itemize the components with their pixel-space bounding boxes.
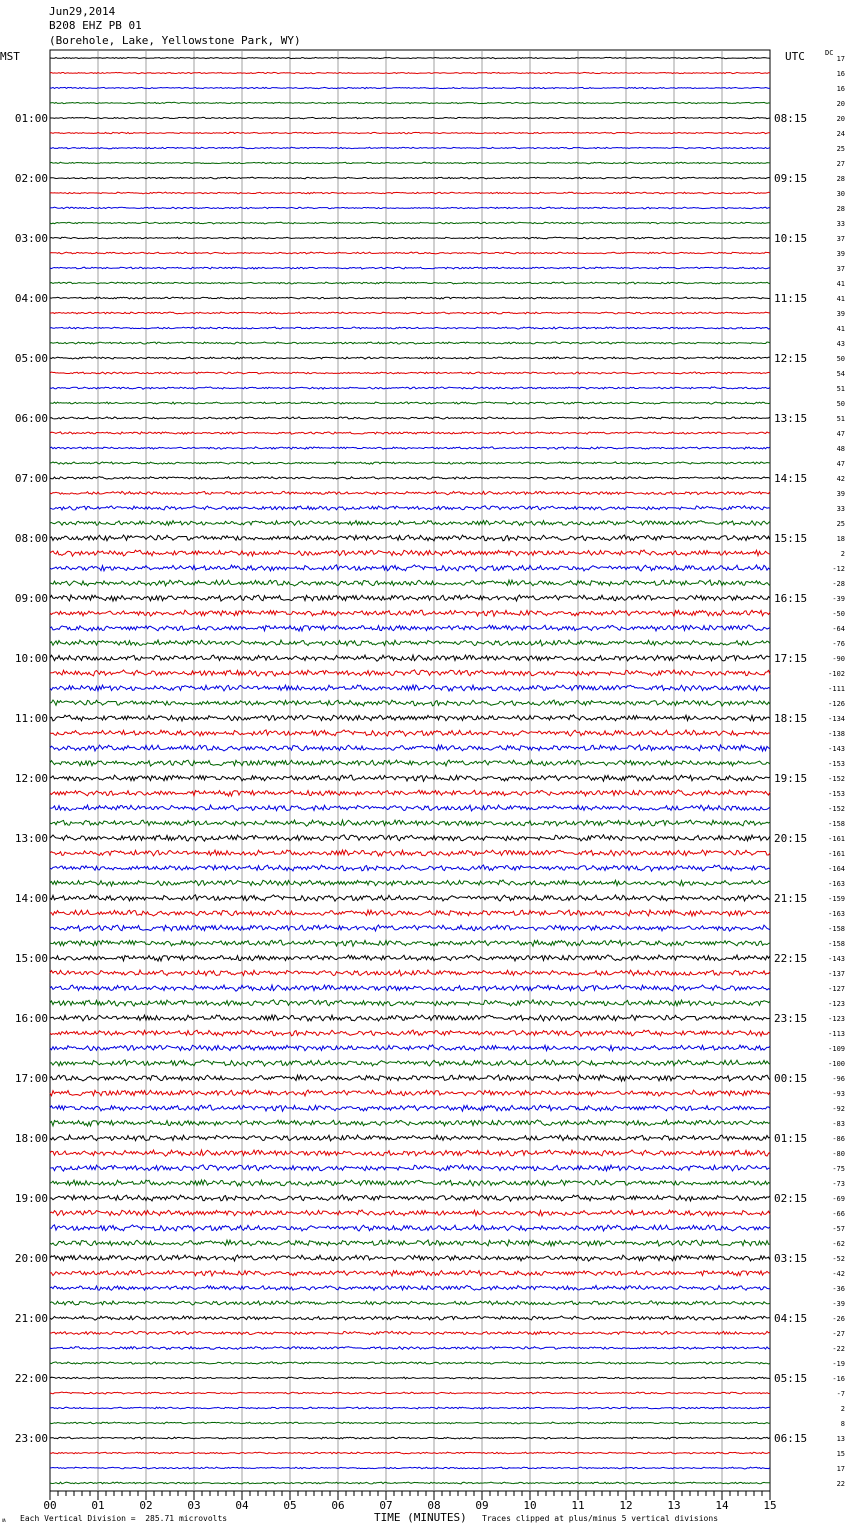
seismic-trace xyxy=(50,72,770,73)
dc-offset-value: 30 xyxy=(836,190,845,198)
dc-offset-value: 48 xyxy=(836,445,845,453)
x-tick-label: 08 xyxy=(427,1499,441,1512)
seismic-trace xyxy=(50,1255,770,1261)
dc-offset-value: 39 xyxy=(836,250,845,258)
dc-offset-value: -161 xyxy=(828,835,845,843)
seismic-trace xyxy=(50,477,770,480)
dc-offset-value: -16 xyxy=(832,1375,845,1383)
seismic-trace xyxy=(50,1075,770,1081)
dc-offset-value: -80 xyxy=(832,1150,845,1158)
seismic-trace xyxy=(50,670,770,676)
x-tick-label: 09 xyxy=(475,1499,489,1512)
dc-offset-value: -12 xyxy=(832,565,845,573)
seismic-trace xyxy=(50,745,770,751)
dc-offset-value: -127 xyxy=(828,985,845,993)
seismic-trace xyxy=(50,162,770,164)
dc-offset-value: 27 xyxy=(836,160,845,168)
seismic-trace xyxy=(50,1150,770,1156)
mst-hour-label: 23:00 xyxy=(14,1432,48,1445)
dc-offset-value: -42 xyxy=(832,1270,845,1278)
utc-hour-label: 23:15 xyxy=(774,1012,808,1025)
dc-offset-value: -76 xyxy=(832,640,845,648)
dc-offset-value: 41 xyxy=(836,295,845,303)
utc-hour-label: 09:15 xyxy=(774,172,808,185)
seismic-trace xyxy=(50,447,770,449)
seismic-trace xyxy=(50,222,770,224)
seismic-trace xyxy=(50,685,770,691)
mst-hour-label: 15:00 xyxy=(14,952,48,965)
mst-hour-label: 16:00 xyxy=(14,1012,48,1025)
seismic-trace xyxy=(50,700,770,706)
dc-offset-value: 2 xyxy=(840,550,845,558)
dc-offset-value: 20 xyxy=(836,115,845,123)
x-tick-label: 04 xyxy=(235,1499,249,1512)
seismic-trace xyxy=(50,730,770,736)
seismic-trace xyxy=(50,342,770,344)
dc-offset-value: -111 xyxy=(828,685,845,693)
dc-offset-value: -36 xyxy=(832,1285,845,1293)
right-timezone-label: UTC xyxy=(785,50,805,63)
seismic-trace xyxy=(50,550,770,556)
seismic-trace xyxy=(50,595,770,601)
seismic-trace xyxy=(50,252,770,254)
mst-hour-label: 10:00 xyxy=(14,652,48,665)
seismic-trace xyxy=(50,1362,770,1364)
vertical-division-note: Each Vertical Division = 285.71 microvolts xyxy=(20,1514,228,1523)
dc-offset-value: 47 xyxy=(836,460,845,468)
dc-offset-value: -19 xyxy=(832,1360,845,1368)
dc-offset-value: -75 xyxy=(832,1165,845,1173)
seismic-trace xyxy=(50,895,770,901)
seismic-trace xyxy=(50,910,770,916)
utc-hour-label: 05:15 xyxy=(774,1372,808,1385)
x-tick-label: 01 xyxy=(91,1499,105,1512)
seismic-trace xyxy=(50,132,770,134)
dc-offset-value: 51 xyxy=(836,385,845,393)
seismic-trace xyxy=(50,237,770,239)
dc-offset-value: -158 xyxy=(828,940,845,948)
seismic-trace xyxy=(50,1045,770,1051)
seismic-trace xyxy=(50,955,770,961)
dc-offset-value: 17 xyxy=(836,1465,845,1473)
dc-offset-value: -158 xyxy=(828,820,845,828)
seismic-trace xyxy=(50,925,770,931)
dc-offset-value: -92 xyxy=(832,1105,845,1113)
dc-offset-value: 24 xyxy=(836,130,845,138)
mst-hour-label: 22:00 xyxy=(14,1372,48,1385)
seismic-trace xyxy=(50,865,770,871)
x-tick-label: 12 xyxy=(619,1499,633,1512)
utc-hour-label: 11:15 xyxy=(774,292,808,305)
seismic-trace xyxy=(50,192,770,194)
dc-offset-value: -83 xyxy=(832,1120,845,1128)
seismic-trace xyxy=(50,87,770,88)
dc-offset-value: 51 xyxy=(836,415,845,423)
mst-hour-label: 21:00 xyxy=(14,1312,48,1325)
seismic-trace xyxy=(50,1377,770,1379)
seismic-trace xyxy=(50,1286,770,1291)
dc-offset-value: -161 xyxy=(828,850,845,858)
dc-offset-value: -152 xyxy=(828,805,845,813)
dc-offset-value: -39 xyxy=(832,1300,845,1308)
mst-hour-label: 13:00 xyxy=(14,832,48,845)
seismic-trace xyxy=(50,1422,770,1424)
seismic-trace xyxy=(50,1301,770,1305)
dc-offset-value: 18 xyxy=(836,535,845,543)
seismic-trace xyxy=(50,117,770,119)
seismic-trace xyxy=(50,1015,770,1021)
seismic-trace xyxy=(50,850,770,856)
dc-offset-value: 50 xyxy=(836,355,845,363)
dc-offset-value: -86 xyxy=(832,1135,845,1143)
utc-hour-label: 14:15 xyxy=(774,472,808,485)
seismic-trace xyxy=(50,207,770,209)
hour-labels xyxy=(15,112,807,1445)
dc-offset-value: 8 xyxy=(840,1420,845,1428)
dc-offset-value: -137 xyxy=(828,970,845,978)
utc-hour-label: 15:15 xyxy=(774,532,808,545)
seismic-trace xyxy=(50,775,770,781)
dc-offset-value: -126 xyxy=(828,700,845,708)
seismic-trace xyxy=(50,565,770,571)
mst-hour-label: 07:00 xyxy=(14,472,48,485)
utc-hour-label: 06:15 xyxy=(774,1432,808,1445)
dc-offset-value: -163 xyxy=(828,880,845,888)
dc-offset-value: 17 xyxy=(836,55,845,63)
seismic-trace xyxy=(50,1195,770,1201)
mst-hour-label: 08:00 xyxy=(14,532,48,545)
utc-hour-label: 19:15 xyxy=(774,772,808,785)
dc-offset-value: -26 xyxy=(832,1315,845,1323)
seismic-trace xyxy=(50,1210,770,1216)
dc-offset-value: -90 xyxy=(832,655,845,663)
seismic-trace xyxy=(50,1392,770,1394)
seismic-trace xyxy=(50,535,770,541)
seismic-trace xyxy=(50,1105,770,1111)
dc-offset-value: -159 xyxy=(828,895,845,903)
mst-hour-label: 19:00 xyxy=(14,1192,48,1205)
dc-offset-value: 28 xyxy=(836,205,845,213)
x-axis-label: TIME (MINUTES) xyxy=(374,1511,467,1524)
seismic-trace xyxy=(50,1316,770,1320)
seismic-trace xyxy=(50,1180,770,1186)
mst-hour-label: 12:00 xyxy=(14,772,48,785)
mst-hour-label: 17:00 xyxy=(14,1072,48,1085)
seismic-trace xyxy=(50,1331,770,1334)
dc-offset-value: -100 xyxy=(828,1060,845,1068)
seismic-trace xyxy=(50,1090,770,1096)
left-timezone-label: MST xyxy=(0,50,20,63)
dc-offset-value: -96 xyxy=(832,1075,845,1083)
dc-offset-value: -93 xyxy=(832,1090,845,1098)
dc-offset-value: -69 xyxy=(832,1195,845,1203)
seismic-trace xyxy=(50,580,770,586)
dc-offset-value: -39 xyxy=(832,595,845,603)
seismic-traces xyxy=(50,57,770,1484)
dc-offset-value: 25 xyxy=(836,520,845,528)
seismic-trace xyxy=(50,267,770,269)
dc-offset-value: -143 xyxy=(828,745,845,753)
seismic-trace xyxy=(50,102,770,103)
dc-offset-value: -62 xyxy=(832,1240,845,1248)
dc-offset-value: 43 xyxy=(836,340,845,348)
dc-offset-value: -153 xyxy=(828,790,845,798)
seismic-trace xyxy=(50,970,770,976)
x-tick-label: 13 xyxy=(667,1499,681,1512)
dc-offset-value: -27 xyxy=(832,1330,845,1338)
seismic-trace xyxy=(50,372,770,374)
seismic-trace xyxy=(50,1407,770,1409)
mst-hour-label: 02:00 xyxy=(14,172,48,185)
dc-offset-value: 2 xyxy=(840,1405,845,1413)
seismic-trace xyxy=(50,462,770,464)
utc-hour-label: 08:15 xyxy=(774,112,808,125)
seismic-trace xyxy=(50,506,770,510)
utc-hour-label: 01:15 xyxy=(774,1132,808,1145)
seismic-trace xyxy=(50,715,770,721)
dc-offset-value: 16 xyxy=(836,85,845,93)
x-tick-label: 06 xyxy=(331,1499,345,1512)
x-tick-label: 15 xyxy=(763,1499,777,1512)
dc-offset-value: 39 xyxy=(836,490,845,498)
seismic-trace xyxy=(50,521,770,526)
seismic-trace xyxy=(50,1000,770,1006)
x-tick-label: 07 xyxy=(379,1499,393,1512)
utc-hour-label: 20:15 xyxy=(774,832,808,845)
seismic-trace xyxy=(50,1347,770,1350)
seismic-trace xyxy=(50,805,770,811)
station-location: (Borehole, Lake, Yellowstone Park, WY) xyxy=(49,34,301,47)
dc-offset-value: -109 xyxy=(828,1045,845,1053)
dc-offset-value: 47 xyxy=(836,430,845,438)
seismic-trace xyxy=(50,402,770,404)
seismic-trace xyxy=(50,1165,770,1171)
seismic-trace xyxy=(50,940,770,946)
dc-offset-value: 16 xyxy=(836,70,845,78)
x-tick-label: 02 xyxy=(139,1499,153,1512)
plot-date: Jun29,2014 xyxy=(49,5,116,18)
dc-offset-value: 28 xyxy=(836,175,845,183)
utc-hour-label: 18:15 xyxy=(774,712,808,725)
x-tick-label: 00 xyxy=(43,1499,57,1512)
seismic-trace xyxy=(50,640,770,646)
dc-offset-value: -134 xyxy=(828,715,845,723)
seismic-trace xyxy=(50,312,770,314)
dc-offset-value: -28 xyxy=(832,580,845,588)
utc-hour-label: 00:15 xyxy=(774,1072,808,1085)
mst-hour-label: 05:00 xyxy=(14,352,48,365)
dc-offset-label: DC xyxy=(825,49,834,57)
dc-offset-value: 15 xyxy=(836,1450,845,1458)
dc-offset-value: -73 xyxy=(832,1180,845,1188)
dc-offset-value: -158 xyxy=(828,925,845,933)
dc-offset-value: 41 xyxy=(836,280,845,288)
mst-hour-label: 18:00 xyxy=(14,1132,48,1145)
utc-hour-label: 12:15 xyxy=(774,352,808,365)
dc-offset-value: -7 xyxy=(836,1390,845,1398)
dc-offset-value: -50 xyxy=(832,610,845,618)
dc-offset-value: 37 xyxy=(836,235,845,243)
seismic-trace xyxy=(50,625,770,631)
utc-hour-label: 21:15 xyxy=(774,892,808,905)
seismic-trace xyxy=(50,880,770,886)
utc-hour-label: 13:15 xyxy=(774,412,808,425)
utc-hour-label: 16:15 xyxy=(774,592,808,605)
dc-offset-value: -113 xyxy=(828,1030,845,1038)
dc-offset-value: 33 xyxy=(836,505,845,513)
utc-hour-label: 03:15 xyxy=(774,1252,808,1265)
x-tick-label: 05 xyxy=(283,1499,297,1512)
dc-offset-value: 33 xyxy=(836,220,845,228)
seismic-trace xyxy=(50,1135,770,1141)
seismic-trace xyxy=(50,282,770,284)
dc-offset-value: 20 xyxy=(836,100,845,108)
x-tick-label: 11 xyxy=(571,1499,585,1512)
dc-offset-value: -64 xyxy=(832,625,845,633)
utc-hour-label: 17:15 xyxy=(774,652,808,665)
station-code: B208 EHZ PB 01 xyxy=(49,19,142,32)
seismic-trace xyxy=(50,1060,770,1066)
dc-offset-value: 54 xyxy=(836,370,845,378)
dc-offset-value: -163 xyxy=(828,910,845,918)
dc-offset-labels xyxy=(828,55,845,1488)
seismic-trace xyxy=(50,417,770,419)
dc-offset-value: 22 xyxy=(836,1480,845,1488)
mst-hour-label: 03:00 xyxy=(14,232,48,245)
mst-hour-label: 09:00 xyxy=(14,592,48,605)
seismic-trace xyxy=(50,1240,770,1246)
seismic-trace xyxy=(50,177,770,179)
dc-offset-value: -57 xyxy=(832,1225,845,1233)
utc-hour-label: 22:15 xyxy=(774,952,808,965)
dc-offset-value: 39 xyxy=(836,310,845,318)
dc-offset-value: 25 xyxy=(836,145,845,153)
seismic-trace xyxy=(50,1270,770,1276)
utc-hour-label: 02:15 xyxy=(774,1192,808,1205)
seismic-trace xyxy=(50,790,770,796)
seismic-trace xyxy=(50,57,770,58)
mst-hour-label: 01:00 xyxy=(14,112,48,125)
seismic-trace xyxy=(50,835,770,841)
x-tick-label: 14 xyxy=(715,1499,729,1512)
dc-offset-value: -123 xyxy=(828,1000,845,1008)
seismic-trace xyxy=(50,387,770,389)
seismic-trace xyxy=(50,1437,770,1439)
utc-hour-label: 04:15 xyxy=(774,1312,808,1325)
seismic-trace xyxy=(50,985,770,991)
seismic-trace xyxy=(50,820,770,826)
seismic-trace xyxy=(50,655,770,661)
dc-offset-value: 37 xyxy=(836,265,845,273)
seismic-trace xyxy=(50,1030,770,1036)
seismic-trace xyxy=(50,357,770,359)
dc-offset-value: 41 xyxy=(836,325,845,333)
x-tick-label: 03 xyxy=(187,1499,201,1512)
seismic-trace xyxy=(50,1225,770,1231)
mst-hour-label: 14:00 xyxy=(14,892,48,905)
mst-hour-label: 04:00 xyxy=(14,292,48,305)
seismic-trace xyxy=(50,1482,770,1484)
dc-offset-value: -102 xyxy=(828,670,845,678)
dc-offset-value: 42 xyxy=(836,475,845,483)
dc-offset-value: -164 xyxy=(828,865,845,873)
dc-offset-value: -123 xyxy=(828,1015,845,1023)
seismic-trace xyxy=(50,1120,770,1126)
x-tick-label: 10 xyxy=(523,1499,537,1512)
seismic-trace xyxy=(50,432,770,434)
dc-offset-value: -153 xyxy=(828,760,845,768)
dc-offset-value: 13 xyxy=(836,1435,845,1443)
time-axis xyxy=(43,1491,776,1512)
dc-offset-value: -66 xyxy=(832,1210,845,1218)
mst-hour-label: 06:00 xyxy=(14,412,48,425)
mst-hour-label: 11:00 xyxy=(14,712,48,725)
seismic-trace xyxy=(50,327,770,329)
dc-offset-value: -52 xyxy=(832,1255,845,1263)
dc-offset-value: -143 xyxy=(828,955,845,963)
dc-offset-value: -22 xyxy=(832,1345,845,1353)
seismic-trace xyxy=(50,297,770,299)
utc-hour-label: 10:15 xyxy=(774,232,808,245)
dc-offset-value: -152 xyxy=(828,775,845,783)
seismic-trace xyxy=(50,491,770,495)
dc-offset-value: -138 xyxy=(828,730,845,738)
seismic-trace xyxy=(50,1452,770,1454)
dc-offset-value: 50 xyxy=(836,400,845,408)
logo-mark: ʍ xyxy=(2,1517,6,1524)
seismic-trace xyxy=(50,610,770,616)
seismic-trace xyxy=(50,760,770,766)
seismic-trace xyxy=(50,1467,770,1469)
seismic-trace xyxy=(50,147,770,149)
clipping-note: Traces clipped at plus/minus 5 vertical divisions xyxy=(482,1514,719,1523)
mst-hour-label: 20:00 xyxy=(14,1252,48,1265)
